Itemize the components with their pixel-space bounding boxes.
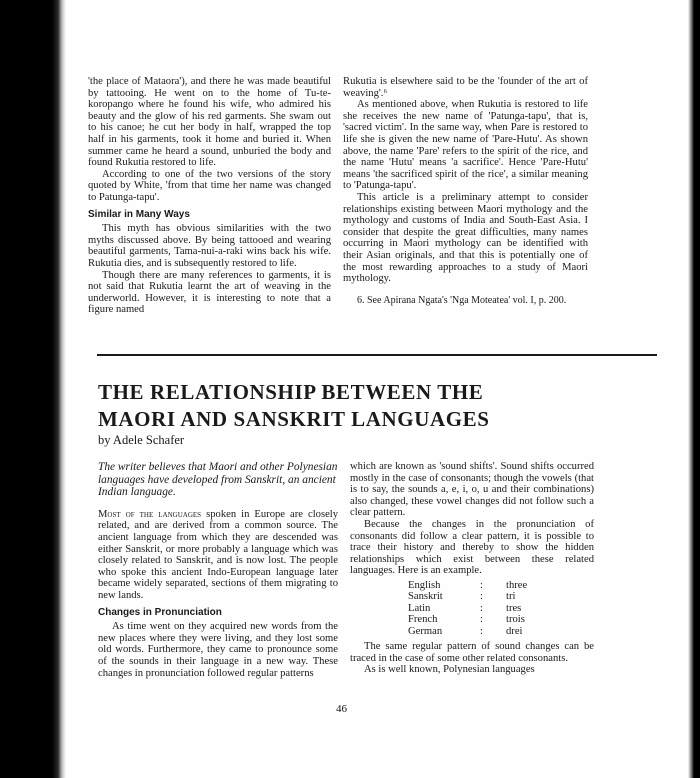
separator-cell: : [480, 625, 483, 637]
body-paragraph: which are known as 'sound shifts'. Sound shifts occurred mostly in the case of consonants; though the vowels (that is to say, the sounds a, e, i, o, u and their combinations) also changed, these vowel changes did not follow such a clear pattern. [350, 461, 594, 519]
article-intro: The writer believes that Maori and other Polynesian languages have developed from Sanskrit, an ancient Indian language. [98, 461, 338, 499]
lead-in: Most of the languages [98, 508, 202, 520]
word-cell: trois [506, 614, 525, 626]
body-paragraph: As is well known, Polynesian languages [364, 664, 535, 676]
body-paragraph: Because the changes in the pronunciation of consonants did follow a clear pattern, it is possible to trace their history and thereby to show the hidden relationships which exist between these related languages. Here is an example. [350, 518, 594, 577]
language-cell: English [408, 579, 441, 591]
body-paragraph: This article is a preliminary attempt to consider relationships existing between Maori mythology and the mythology and customs of India and South-East Asia. I consider that despite the great difficulties, many names occurring in Maori mythology can be identified with their Asian originals, and that this is potentially one of the most rewarding approaches to a study of Maori mythology. [343, 191, 588, 285]
body-paragraph [98, 509, 338, 602]
footnote: 6. See Apirana Ngata's 'Nga Moteatea' vol. I, p. 200. [357, 294, 567, 306]
body-paragraph: This myth has obvious similarities with the two myths discussed above. By being tattooed and wearing beautiful garments, Tama-nui-a-raki wins back his wife. Rukutia dies, and is subsequently restored to life. [88, 223, 331, 269]
top-left-column [88, 76, 331, 316]
section-heading: Similar in Many Ways [88, 208, 190, 220]
section-divider [97, 354, 657, 356]
scan-border-left [0, 0, 66, 778]
language-cell: French [408, 614, 438, 626]
table-row [408, 603, 527, 614]
top-right-column [343, 76, 588, 306]
language-cell: German [408, 625, 443, 637]
paragraph-text: spoken in Europe are closely related, and are derived from a common source. The ancient language from which they are descended was either Sanskrit, or more probably a language which was closely related to Sanskrit, and is now lost. The people who spoke this ancient Indo-European language later became widely separated, sections of them migrating to new lands. [98, 508, 339, 601]
word-cell: drei [506, 625, 523, 637]
separator-cell: : [480, 602, 483, 614]
separator-cell: : [480, 579, 483, 591]
table-row [408, 580, 527, 591]
article-left-column [98, 461, 338, 679]
article-right-column [350, 461, 594, 676]
language-cell: Latin [408, 602, 431, 614]
separator-cell: : [480, 591, 483, 603]
table-row [408, 614, 527, 625]
body-paragraph: As mentioned above, when Rukutia is restored to life she receives the new name of 'Patunga-tapu', that is, 'sacred victim'. In the same way, when Pare is restored to life she is given the new name of 'Pare-Hutu'. As shown above, the name 'Pare' refers to the spirit of the rice, and the name 'Hutu' means 'a sacrifice'. Hence 'Pare-Hutu' means 'the sacrificed spirit of the rice', a similar meaning to 'Patunga-tapu'. [343, 99, 588, 192]
body-paragraph: Rukutia is elsewhere said to be the 'founder of the art of weaving'.⁶ [343, 76, 588, 99]
table-row [408, 626, 527, 637]
body-paragraph: As time went on they acquired new words from the new places where they were living, and they lost some old words. Furthermore, they came to pronounce some of the sounds in their language in a new way. These changes in pronunciation followed regular patterns [98, 621, 338, 679]
separator-cell: : [480, 614, 483, 626]
section-heading: Changes in Pronunciation [98, 606, 222, 618]
body-paragraph: According to one of the two versions of the story quoted by White, 'from that time her name was changed to Patunga-tapu'. [88, 168, 331, 203]
article-title-line-1: THE RELATIONSHIP BETWEEN THE [98, 380, 484, 404]
page-number: 46 [336, 703, 347, 715]
example-table [408, 580, 527, 637]
scan-border-right [688, 0, 700, 778]
language-cell: Sanskrit [408, 591, 443, 603]
word-cell: three [506, 579, 528, 591]
article-title-line-2: MAORI AND SANSKRIT LANGUAGES [98, 407, 490, 431]
table-row [408, 591, 527, 602]
byline: by Adele Schafer [98, 433, 185, 447]
article-title [98, 379, 658, 433]
word-cell: tri [506, 591, 516, 603]
body-paragraph: 'the place of Mataora'), and there he was made beautiful by tattooing. He went on to the home of Tu-te-koropango where he found his wife, who admired his beauty and the glow of his red garments. She swam out to his canoe; he cut her body in half, wrapped the top half in his garments, took it home and buried it. When summer came he heard a sound, unburied the body and found Rukutia restored to life. [88, 76, 331, 169]
body-paragraph: Though there are many references to garments, it is not said that Rukutia learnt the art of weaving in the underworld. However, it is interesting to note that a figure named [88, 269, 331, 316]
body-paragraph: The same regular pattern of sound changes can be traced in the case of some other related consonants. [350, 640, 594, 664]
word-cell: tres [506, 602, 522, 614]
